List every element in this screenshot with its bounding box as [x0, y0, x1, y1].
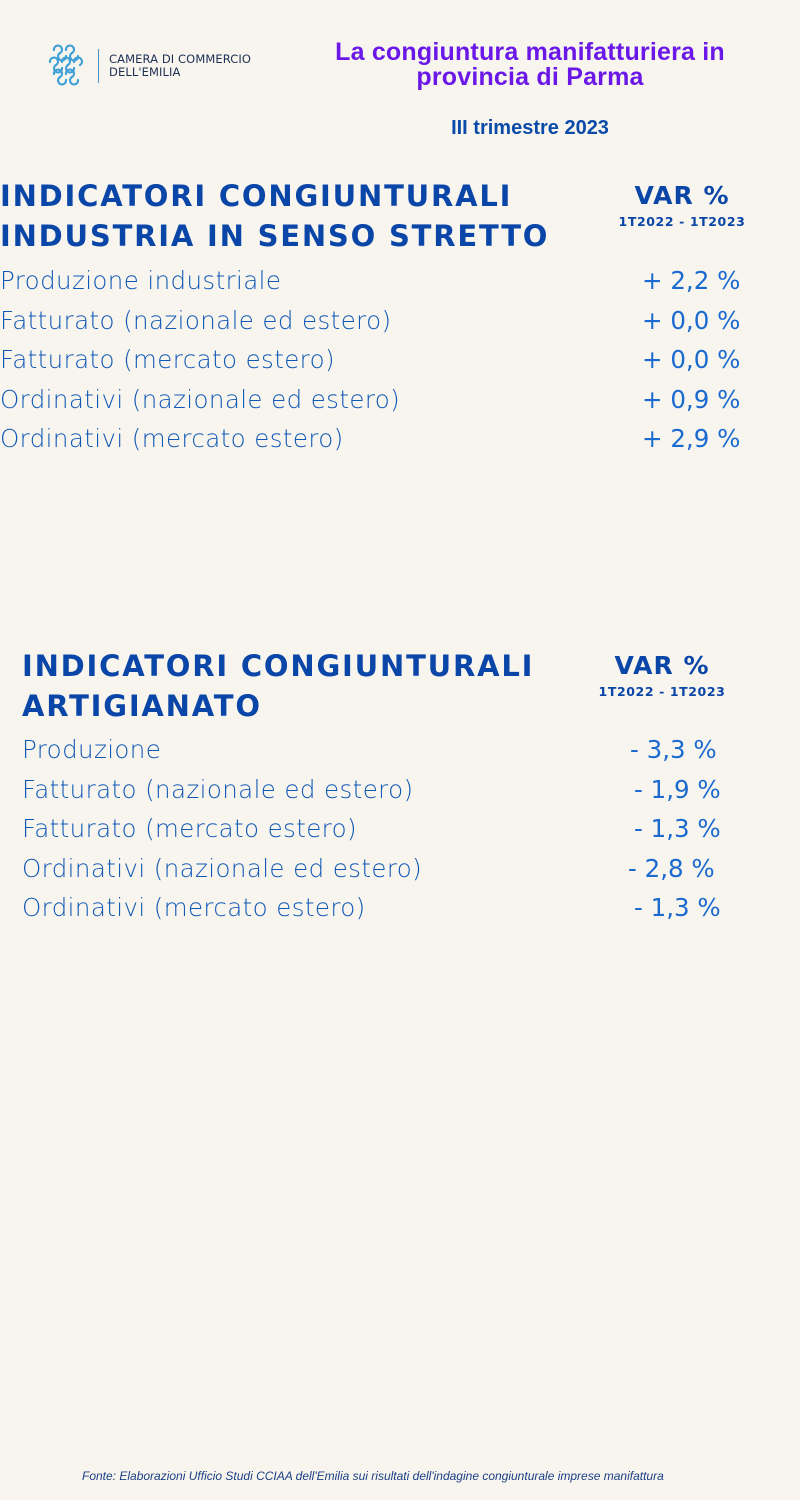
row-value: + 0,0 %: [642, 345, 741, 374]
industria-var-period: 1T2022 - 1T2023: [618, 214, 746, 229]
industria-var-header: [612, 181, 752, 229]
industria-title-line-1: INDICATORI CONGIUNTURALI: [0, 179, 513, 213]
industria-section-title: [0, 176, 549, 256]
row-label: Produzione industriale: [0, 266, 282, 295]
row-label: Fatturato (mercato estero): [22, 814, 357, 843]
source-footnote: Fonte: Elaborazioni Ufficio Studi CCIAA dell'Emilia sui risultati dell'indagine congiunturale imprese manifattura: [82, 1469, 664, 1483]
industria-title-line-2: INDUSTRIA IN SENSO STRETTO: [0, 219, 550, 253]
logo-line-1: CAMERA DI COMMERCIO: [109, 52, 252, 66]
row-label: Ordinativi (nazionale ed estero): [0, 384, 401, 414]
artigianato-var-title: VAR %: [614, 651, 710, 680]
table-row: [0, 306, 800, 346]
row-value: - 1,3 %: [634, 814, 721, 843]
row-value: - 1,9 %: [634, 774, 721, 804]
row-value: - 3,3 %: [630, 735, 717, 764]
page-subtitle: III trimestre 2023: [451, 117, 609, 139]
table-row: [22, 893, 800, 933]
table-row: [0, 266, 800, 306]
table-row: [0, 345, 800, 385]
chamber-logo-icon: [46, 44, 86, 88]
table-row: [22, 735, 800, 775]
table-row: [22, 775, 800, 815]
row-value: + 0,9 %: [642, 384, 741, 414]
table-row: [0, 385, 800, 425]
page-title-line-1: La congiuntura manifatturiera in: [335, 38, 725, 66]
row-label: Fatturato (nazionale ed estero): [22, 774, 414, 804]
artigianato-title-line-2: ARTIGIANATO: [22, 689, 262, 723]
artigianato-var-period: 1T2022 - 1T2023: [598, 684, 726, 699]
logo-text: [109, 53, 251, 79]
row-value: + 0,0 %: [642, 305, 741, 335]
row-value: - 2,8 %: [628, 853, 715, 883]
artigianato-title-line-1: INDICATORI CONGIUNTURALI: [22, 649, 535, 683]
artigianato-section-title: [22, 646, 534, 726]
page-title-line-2: provincia di Parma: [416, 63, 644, 91]
row-value: + 2,2 %: [642, 266, 741, 295]
industria-var-title: VAR %: [634, 181, 730, 210]
logo-line-2: DELL'EMILIA: [109, 65, 181, 79]
industria-section: [0, 176, 800, 476]
row-label: Ordinativi (nazionale ed estero): [22, 853, 423, 883]
table-row: [22, 814, 800, 854]
page-title: [290, 40, 770, 90]
row-value: - 1,3 %: [634, 893, 721, 922]
row-label: Fatturato (mercato estero): [0, 345, 335, 374]
artigianato-section: [22, 646, 800, 946]
row-label: Fatturato (nazionale ed estero): [0, 305, 392, 335]
row-value: + 2,9 %: [642, 424, 741, 453]
chamber-logo: [46, 44, 251, 88]
table-row: [0, 424, 800, 464]
artigianato-var-header: [592, 651, 732, 699]
logo-divider: [98, 49, 99, 83]
row-label: Ordinativi (mercato estero): [22, 893, 366, 922]
row-label: Ordinativi (mercato estero): [0, 424, 344, 453]
artigianato-rows: [22, 735, 800, 933]
industria-rows: [0, 266, 800, 464]
table-row: [22, 854, 800, 894]
row-label: Produzione: [22, 735, 162, 764]
